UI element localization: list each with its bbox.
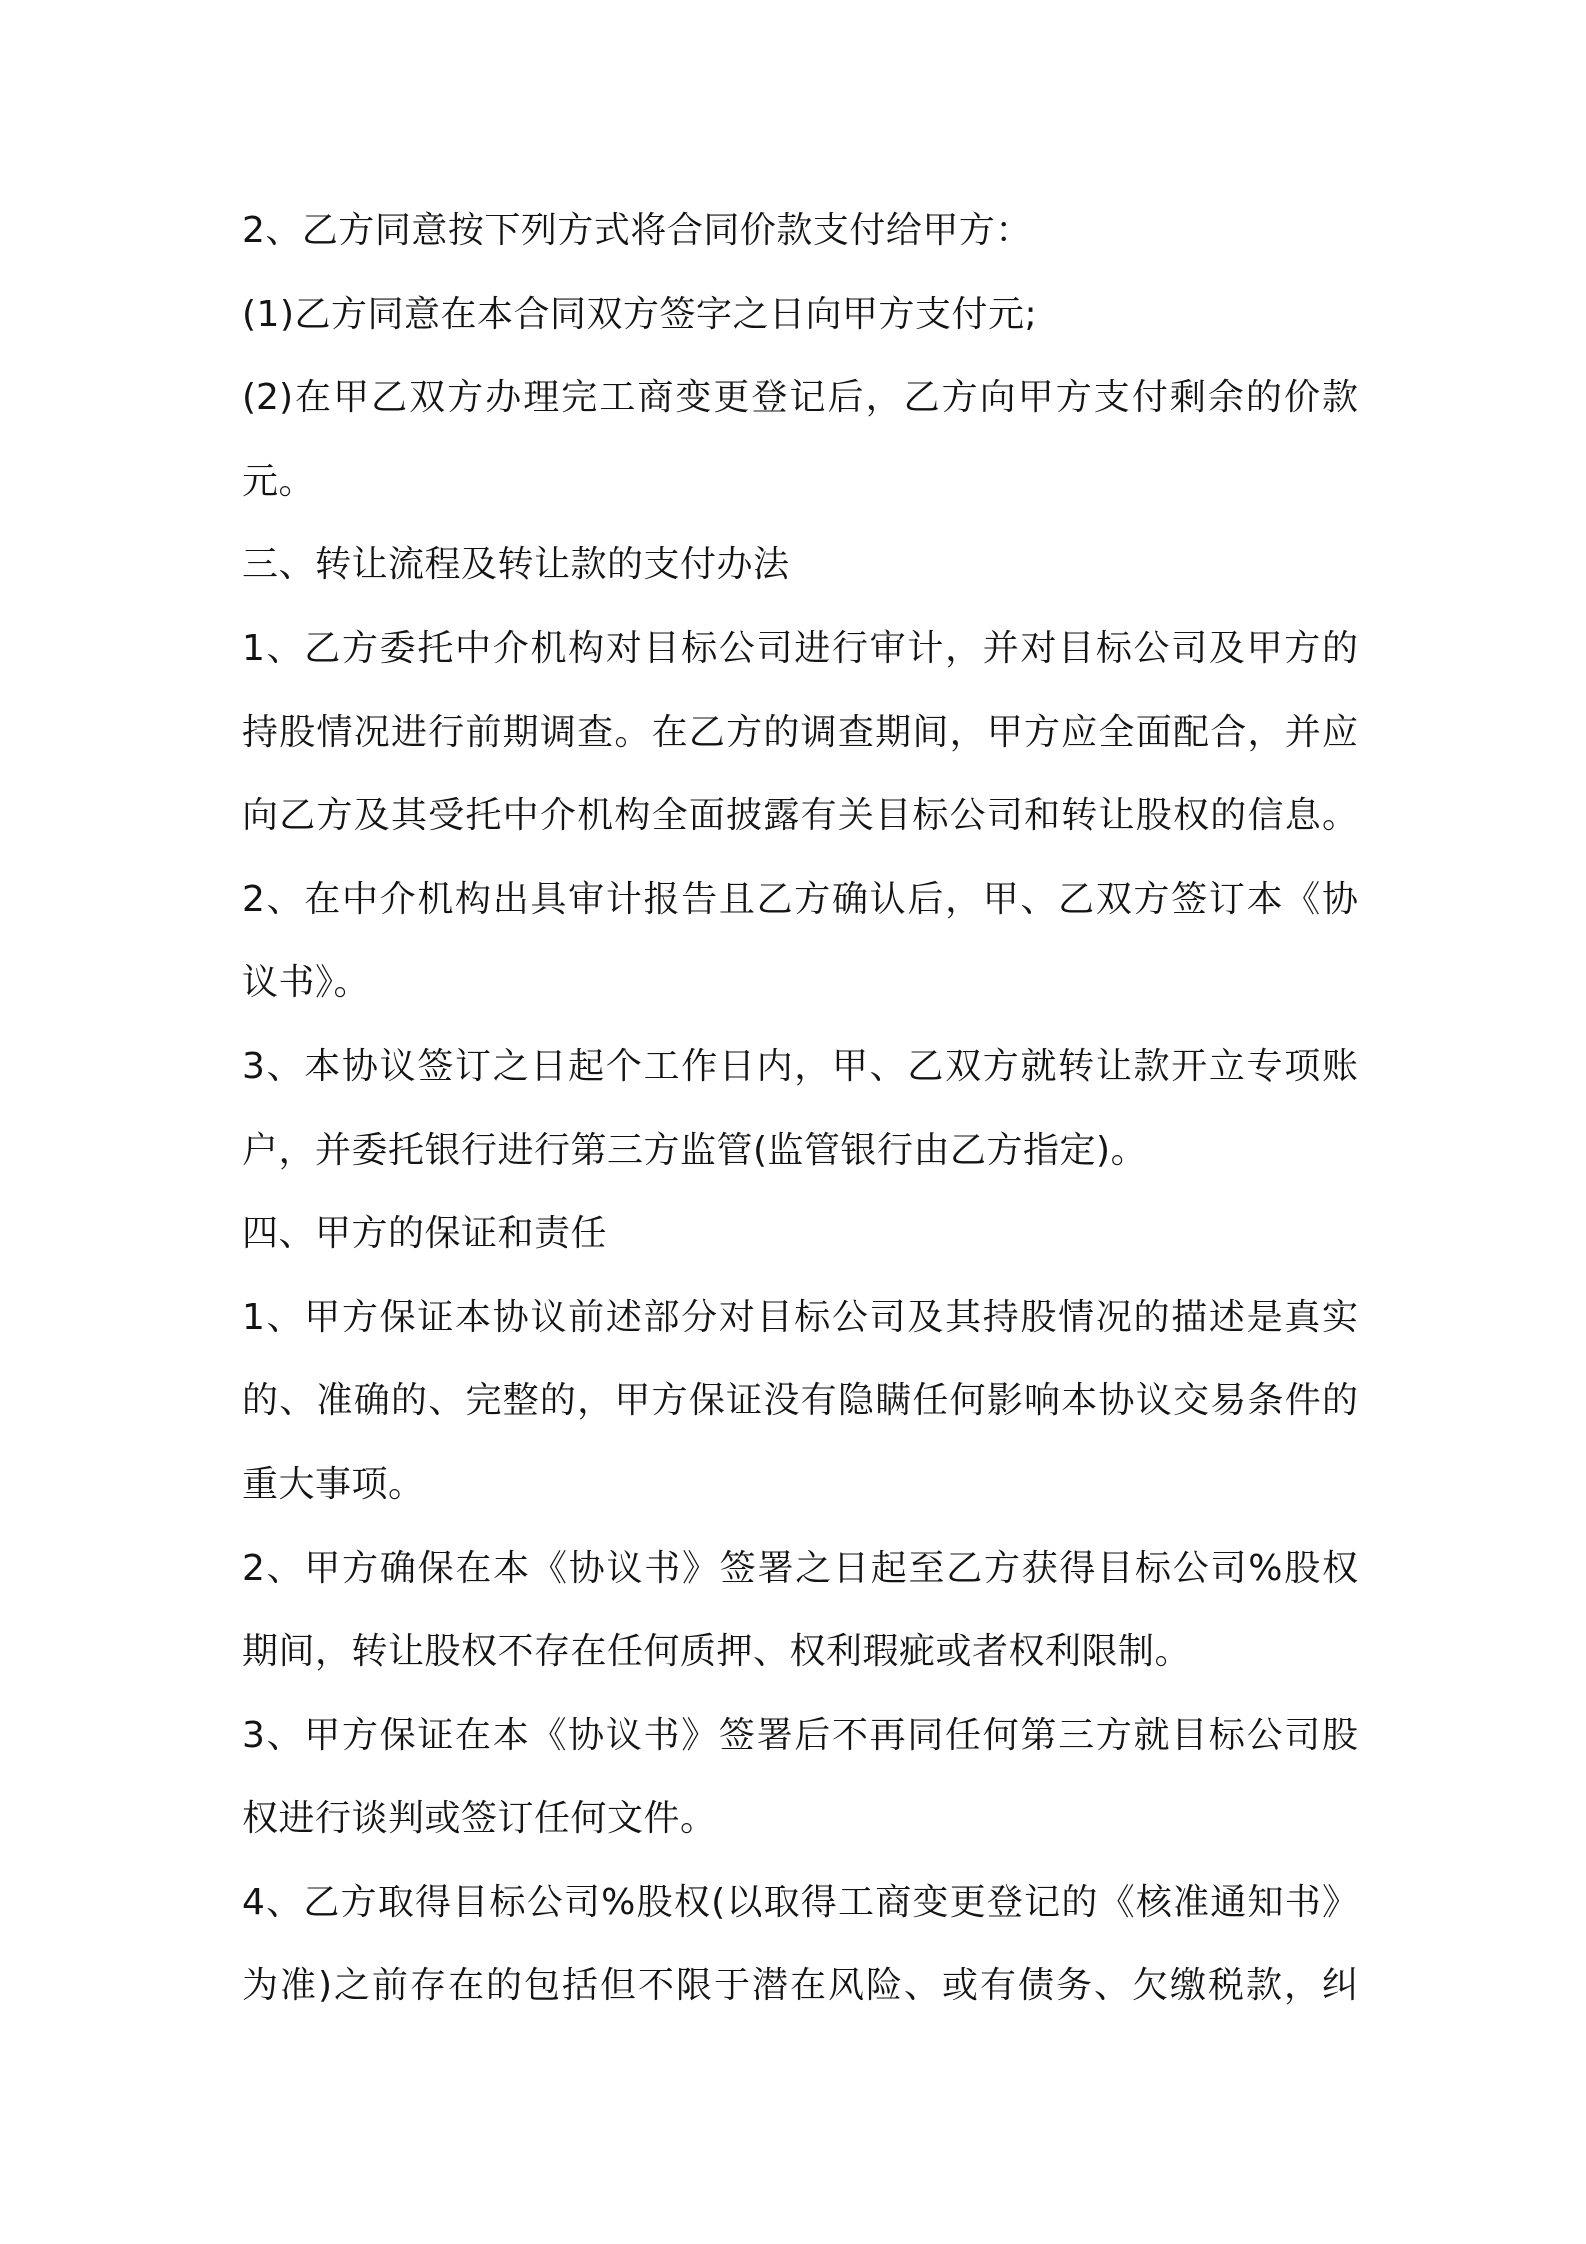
paragraph-line: 权进行谈判或签订任何文件。 [242,1798,717,1840]
paragraph-line: 1、甲方保证本协议前述部分对目标公司及其持股情况的描述是真实 [242,1296,1358,1338]
paragraph-line: 议书》。 [242,962,371,1004]
paragraph-line: (2)在甲乙双方办理完工商变更登记后，乙方向甲方支付剩余的价款 [242,377,1358,419]
paragraph-line: 期间，转让股权不存在任何质押、权利瑕疵或者权利限制。 [242,1631,1192,1673]
paragraph-line: 为准)之前存在的包括但不限于潜在风险、或有债务、欠缴税款，纠 [242,1965,1358,2007]
paragraph-line: (1)乙方同意在本合同双方签字之日向甲方支付元; [242,293,1038,335]
paragraph-line: 4、乙方取得目标公司%股权(以取得工商变更登记的《核准通知书》 [242,1881,1358,1923]
paragraph-line: 2、甲方确保在本《协议书》签署之日起至乙方获得目标公司%股权 [242,1547,1358,1589]
paragraph-line: 3、甲方保证在本《协议书》签署后不再同任何第三方就目标公司股 [242,1714,1358,1756]
paragraph-line: 2、在中介机构出具审计报告且乙方确认后，甲、乙双方签订本《协 [242,878,1358,920]
paragraph-line: 3、本协议签订之日起个工作日内，甲、乙双方就转让款开立专项账 [242,1045,1358,1087]
paragraph-line: 持股情况进行前期调查。在乙方的调查期间，甲方应全面配合，并应 [242,711,1358,753]
paragraph-line: 的、准确的、完整的，甲方保证没有隐瞒任何影响本协议交易条件的 [242,1380,1358,1422]
paragraph-line: 向乙方及其受托中介机构全面披露有关目标公司和转让股权的信息。 [242,795,1358,837]
paragraph-line: 2、乙方同意按下列方式将合同价款支付给甲方： [242,210,1032,251]
paragraph-line: 元。 [242,460,316,502]
section-heading: 三、转让流程及转让款的支付办法 [242,544,790,586]
section-heading: 四、甲方的保证和责任 [242,1213,608,1255]
paragraph-line: 户，并委托银行进行第三方监管(监管银行由乙方指定)。 [242,1129,1148,1171]
paragraph-line: 重大事项。 [242,1463,425,1505]
paragraph-line: 1、乙方委托中介机构对目标公司进行审计，并对目标公司及甲方的 [242,627,1358,669]
document-body [242,189,1358,2028]
